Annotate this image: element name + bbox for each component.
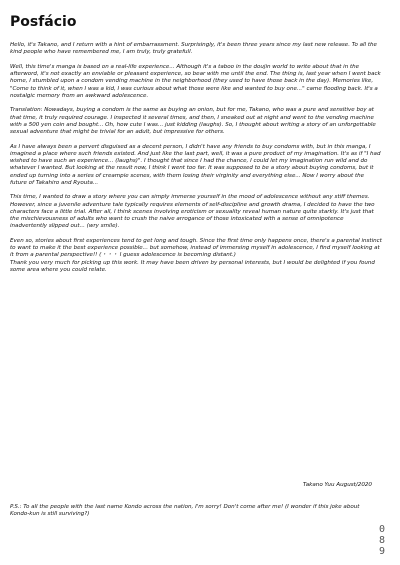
- paragraph-vending-machine: Well, this time's manga is based on a real-life experience... Although it's a taboo in the doujin world to write about that in the afterword, it's not exactly an enviable or pleasant experience, so bear with me until the end. The thing is, last year when I went back home, I stumbled upon a condom vending machine in the neighborhood (they used to have those back in the day). Memories like, "Come to think of it, when I was a kid, I was curious about what those were like and wanted to buy one..." came flooding back. It's a nostalgic memory from an awkward adolescence.: [10, 63, 381, 99]
- page-title: Posfácio: [10, 14, 77, 30]
- page-number: [376, 524, 388, 557]
- paragraph-first-experience: Even so, stories about first experiences tend to get long and tough. Since the first time only happens once, there's a parental instinct to want to make it the best experience possible... but somehow, instead of immersing myself in adolescence, I find myself looking at it from a parental perspective!! (・・・ I guess adolescence is becoming distant.): [10, 237, 382, 259]
- page-number-digit: 8: [378, 535, 386, 546]
- author-signature: Takano Yuu August/2020: [302, 482, 372, 488]
- page-number-digit: 0: [378, 524, 386, 535]
- paragraph-thanks: Thank you very much for picking up this work. It may have been driven by personal interests, but I would be delighted if you found some area where you could relate.: [10, 259, 375, 273]
- paragraph-intro: Hello, it's Takano, and I return with a hint of embarrassment. Surprisingly, it's been three years since my last new release. To all the kind people who have remembered me, I am truly, truly gratefull.: [10, 42, 377, 56]
- paragraph-translation: Translation: Nowadays, buying a condom is the same as buying an onion, but for me, Takano, who was a pure and sensitive boy at that time, it truly required courage. I inspected it several times, and then, I sneaked out at night and went to the vending machine with a 500 yen coin and bought... Oh, how cute I was... just kidding (laughs). So, I thought about writing a story of an unforgettable sexual adventure that might be trivial for an adult, but impressive for others.: [10, 107, 376, 135]
- afterword-body: [10, 42, 382, 281]
- postscript: P.S.: To all the people with the last name Kondo across the nation, I'm sorry! Don't come after me! (I wonder if this joke about Kondo-kun is still surviving?): [10, 504, 360, 518]
- paragraph-imagination: As I have always been a pervert disguised as a decent person, I didn't have any friends to buy condoms with, but in this manga, I imagined a place where such friends existed. And just like the last part, well, it was a pure product of my imagination. It's as if "I had wished to have such an experience... (laughs)". I thought that since I had the chance, I could let my imagination run wild and do whatever I wanted. But looking at the result now, I think I went too far. It was supposed to be a story about buying condoms, but it ended up turning into a series of creampie scenes, with them losing their virginity and everything else... Now I worry about the future of Takahiro and Ryouta...: [10, 143, 381, 186]
- paragraph-adolescence: This time, I wanted to draw a story where you can simply immerse yourself in the mood of adolescence without any stiff themes. However, since a juvenile adventure tale typically requires elements of self-discipline and growth drama, I decided to have the two characters face a little trial. After all, I think scenes involving eroticism or sexuality reveal human nature quite starkly. It's just that the mischievousness of adults who want to crush the naive arrogance of those intoxicated with a sense of omnipotence inadvertently slipped out... (wry smile).: [10, 194, 375, 230]
- page-number-digit: 9: [378, 546, 386, 557]
